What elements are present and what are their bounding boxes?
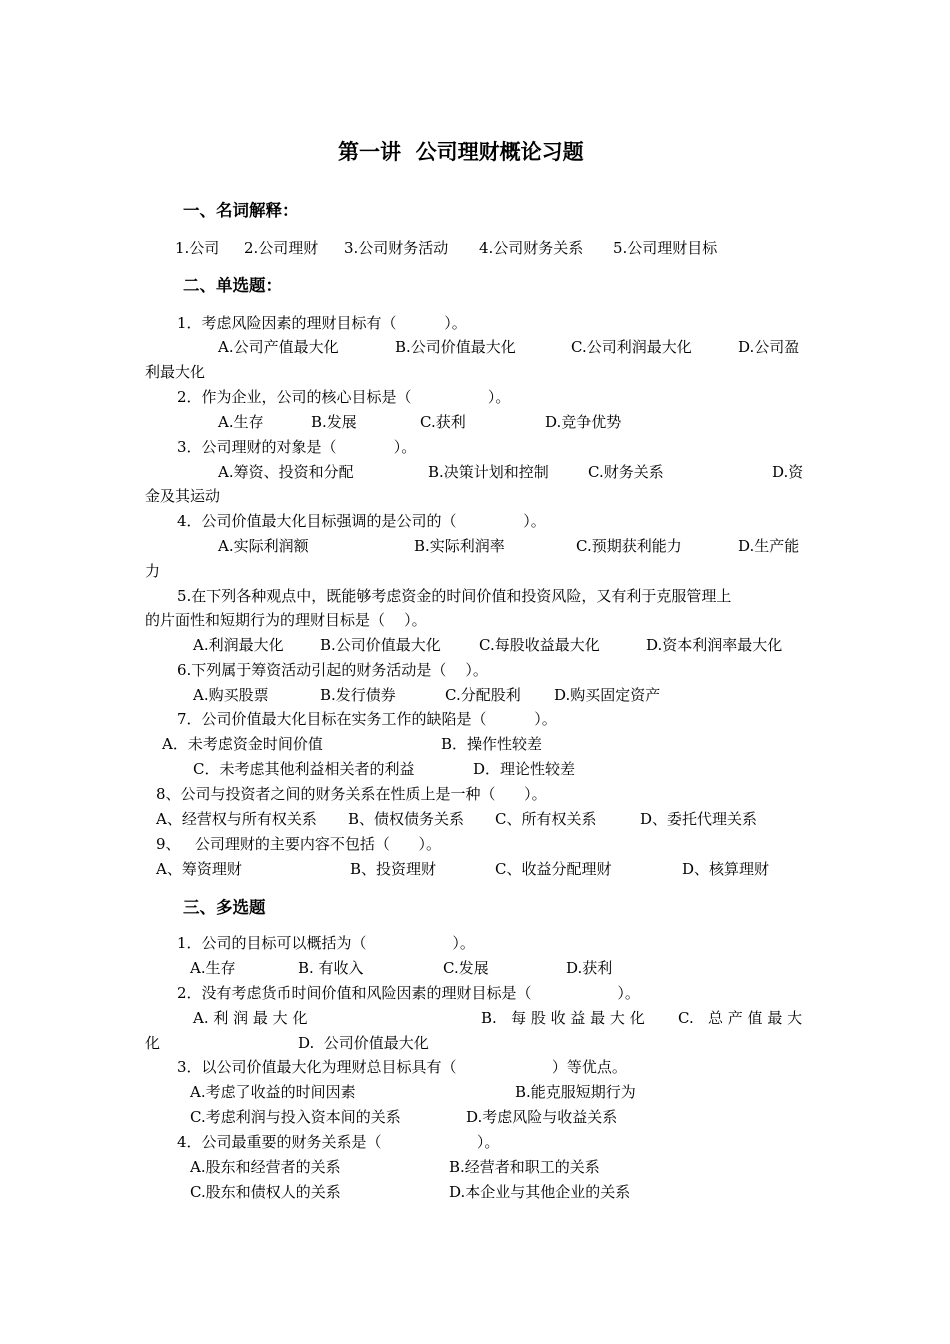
option-b: B.决策计划和控制 (428, 463, 549, 481)
option-d: D．理论性较差 (473, 760, 576, 778)
question-stem: 7．公司价值最大化目标在实务工作的缺陷是（ ）。 (177, 710, 557, 728)
question-stem: 2．没有考虑货币时间价值和风险因素的理财目标是（ ）。 (177, 984, 640, 1002)
option-b: B.发行债券 (320, 686, 396, 704)
option-a: A.利润最大化 (193, 636, 284, 654)
option-c: C、收益分配理财 (495, 860, 612, 878)
option-a: A. 利 润 最 大 化 (193, 1009, 308, 1027)
option-c: C.股东和债权人的关系 (190, 1183, 341, 1201)
option-d: D.购买固定资产 (554, 686, 661, 704)
option-a: A.实际利润额 (218, 537, 309, 555)
question-stem: 4．公司最重要的财务关系是（ ）。 (177, 1133, 500, 1151)
option-b: B、债权债务关系 (348, 810, 465, 828)
section-heading-terms: 一、名词解释： (183, 201, 299, 220)
term-item: 4.公司财务关系 (479, 239, 584, 257)
option-d: D.公司盈 (738, 338, 800, 356)
option-c: C、所有权关系 (495, 810, 597, 828)
option-c: C.考虑利润与投入资本间的关系 (190, 1108, 401, 1126)
option-d: D、委托代理关系 (640, 810, 758, 828)
section-heading-multiple-choice: 三、多选题 (183, 898, 266, 917)
option-c: C.财务关系 (588, 463, 664, 481)
question-stem: 6.下列属于筹资活动引起的财务活动是（ ）。 (177, 661, 488, 679)
option-a: A.生存 (190, 959, 236, 977)
option-a: A.购买股票 (193, 686, 269, 704)
option-a: A、筹资理财 (156, 860, 242, 878)
option-continuation: 化 (145, 1034, 161, 1052)
option-b: B．操作性较差 (441, 735, 543, 753)
option-b: B. 有收入 (298, 959, 364, 977)
option-c: C．未考虑其他利益相关者的利益 (193, 760, 415, 778)
option-a: A.公司产值最大化 (218, 338, 339, 356)
option-d: D. 公司价值最大化 (298, 1034, 429, 1052)
question-stem: 8、公司与投资者之间的财务关系在性质上是一种（ ）。 (156, 785, 547, 803)
option-a: A.筹资、投资和分配 (218, 463, 354, 481)
option-continuation: 金及其运动 (145, 487, 221, 505)
option-d: D.获利 (566, 959, 613, 977)
question-stem: 1．考虑风险因素的理财目标有（ ）。 (177, 314, 467, 332)
option-b: B.经营者和职工的关系 (449, 1158, 600, 1176)
option-c: C.获利 (420, 413, 466, 431)
option-continuation: 力 (145, 562, 161, 580)
question-stem: 3．以公司价值最大化为理财总目标具有（ ）等优点。 (177, 1058, 627, 1076)
option-a: A.生存 (218, 413, 264, 431)
option-b: B.公司价值最大化 (395, 338, 516, 356)
option-c: C.每股收益最大化 (479, 636, 600, 654)
option-d: D.生产能 (738, 537, 800, 555)
option-d: D.本企业与其他企业的关系 (449, 1183, 631, 1201)
term-item: 3.公司财务活动 (344, 239, 449, 257)
option-b: B.发展 (311, 413, 357, 431)
option-b: B.公司价值最大化 (320, 636, 441, 654)
option-a: A.股东和经营者的关系 (190, 1158, 341, 1176)
option-c: C.发展 (443, 959, 489, 977)
option-d: D、核算理财 (682, 860, 770, 878)
option-c: C.预期获利能力 (576, 537, 682, 555)
option-d: D.考虑风险与收益关系 (466, 1108, 618, 1126)
option-b: B.能克服短期行为 (515, 1083, 636, 1101)
question-stem: 1．公司的目标可以概括为（ ）。 (177, 934, 475, 952)
option-a: A．未考虑资金时间价值 (162, 735, 323, 753)
question-stem-continuation: 的片面性和短期行为的理财目标是（ ）。 (145, 611, 427, 629)
option-d: D.资本利润率最大化 (646, 636, 783, 654)
question-stem: 5.在下列各种观点中，既能够考虑资金的时间价值和投资风险，又有利于克服管理上 (177, 587, 732, 605)
option-continuation: 利最大化 (145, 363, 206, 381)
section-heading-single-choice: 二、单选题： (183, 276, 282, 295)
option-c: C. 总 产 值 最 大 (678, 1009, 803, 1027)
question-stem: 3．公司理财的对象是（ ）。 (177, 438, 417, 456)
question-stem: 4．公司价值最大化目标强调的是公司的（ ）。 (177, 512, 546, 530)
term-item: 1.公司 (175, 239, 220, 257)
option-b: B. 每 股 收 益 最 大 化 (481, 1009, 645, 1027)
term-item: 5.公司理财目标 (613, 239, 718, 257)
term-item: 2.公司理财 (244, 239, 319, 257)
option-d: D.资 (772, 463, 804, 481)
option-d: D.竞争优势 (545, 413, 622, 431)
question-stem: 9、 公司理财的主要内容不包括（ ）。 (156, 835, 441, 853)
option-a: A、经营权与所有权关系 (156, 810, 317, 828)
option-b: B、投资理财 (350, 860, 437, 878)
option-a: A.考虑了收益的时间因素 (190, 1083, 356, 1101)
question-stem: 2．作为企业，公司的核心目标是（ ）。 (177, 388, 511, 406)
page-title: 第一讲 公司理财概论习题 (338, 140, 584, 164)
option-b: B.实际利润率 (414, 537, 505, 555)
option-c: C.公司利润最大化 (571, 338, 692, 356)
option-c: C.分配股利 (445, 686, 521, 704)
